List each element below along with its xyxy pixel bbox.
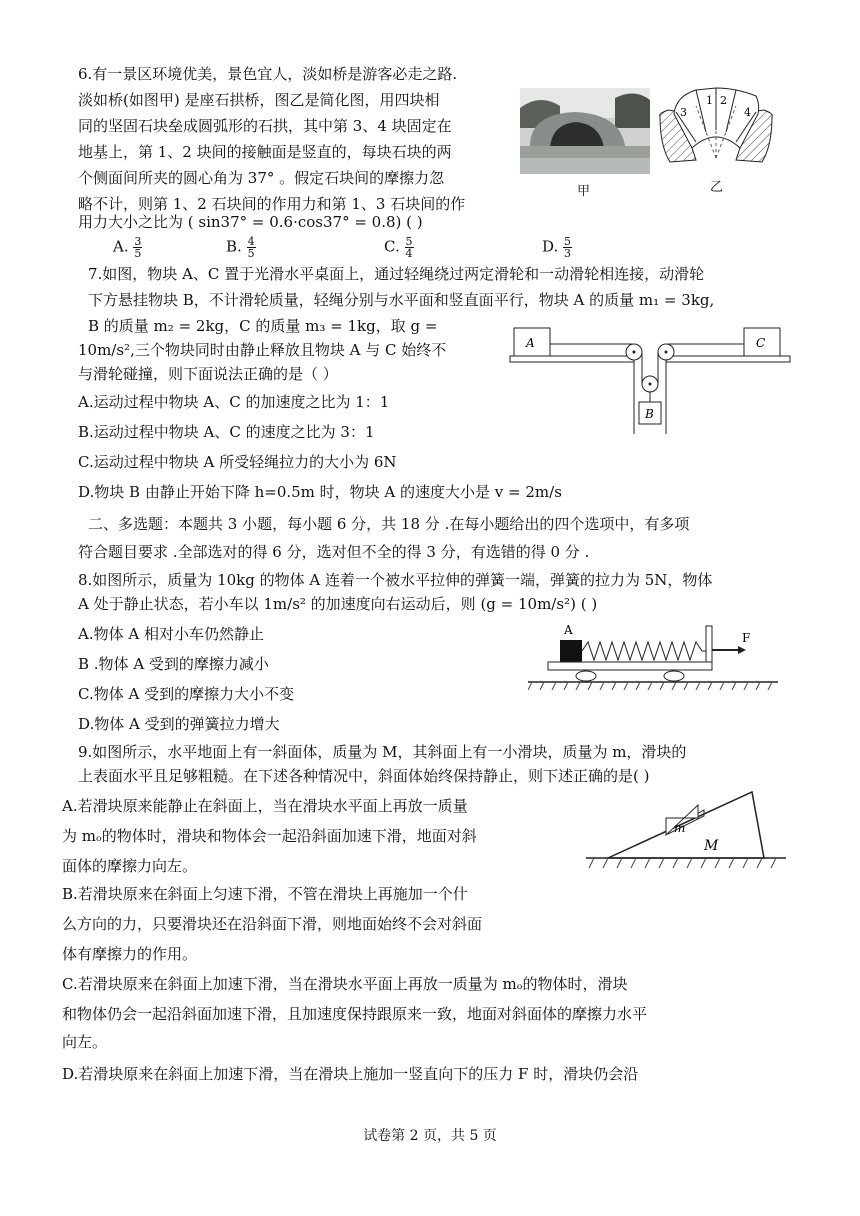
wheel	[576, 671, 596, 681]
q9-option-a: A.若滑块原来能静止在斜面上，当在滑块水平面上再放一质量	[62, 797, 468, 815]
q7-option-b: B.运动过程中物块 A、C 的速度之比为 3：1	[78, 423, 375, 441]
q9-option-c: 向左。	[62, 1033, 108, 1051]
section-line: 符合题目要求 .全部选对的得 6 分，选对但不全的得 3 分，有选错的得 0 分 .	[78, 543, 590, 561]
q9-option-c: C.若滑块原来在斜面上加速下滑，当在滑块水平面上再放一质量为 mₒ的物体时，滑块	[62, 975, 628, 993]
q6-line: 6.有一景区环境优美，景色宜人，淡如桥是游客必走之路.	[78, 65, 458, 83]
q9-option-d: D.若滑块原来在斜面上加速下滑，当在滑块上施加一竖直向下的压力 F 时，滑块仍会沿	[62, 1065, 639, 1083]
fraction: $\frac{4}{5}$	[247, 235, 255, 260]
q9-option-a: 为 mₒ的物体时，滑块和物体会一起沿斜面加速下滑，地面对斜	[62, 827, 477, 845]
q7-option-d: D.物块 B 由静止开始下降 h=0.5m 时，物块 A 的速度大小是 v = 2m/s	[78, 483, 562, 501]
spring	[582, 642, 706, 660]
q9-option-b: 体有摩擦力的作用。	[62, 945, 198, 963]
q9-option-a: 面体的摩擦力向左。	[62, 857, 198, 875]
q7-line: 下方悬挂物块 B，不计滑轮质量，轻绳分别与水平面和竖直面平行，物块 A 的质量 m₁ = 3kg,	[88, 291, 715, 309]
q6-option-c: C. $\frac{5}{4}$	[384, 235, 413, 260]
q8-option-d: D.物体 A 受到的弹簧拉力增大	[78, 715, 280, 733]
fig-label-yi: 乙	[710, 180, 724, 195]
svg-text:C: C	[756, 336, 766, 350]
q7-line: 10m/s²,三个物块同时由静止释放且物块 A 与 C 始终不	[78, 341, 447, 359]
page-footer: 试卷第 2 页，共 5 页	[363, 1128, 497, 1144]
q7-line: 7.如图，物块 A、C 置于光滑水平桌面上，通过轻绳绕过两定滑轮和一动滑轮相连接，动滑轮	[88, 265, 705, 283]
q6-line: 地基上，第 1、2 块间的接触面是竖直的，每块石块的两	[78, 143, 452, 161]
svg-text:B: B	[645, 407, 654, 421]
q6-option-a: A. $\frac{3}{5}$	[113, 235, 142, 260]
section-line: 二、多选题：本题共 3 小题，每小题 6 分，共 18 分 .在每小题给出的四个选项中，有多项	[88, 515, 690, 533]
stone-label-4: 4	[744, 106, 751, 119]
q6-line: 淡如桥(如图甲) 是座石拱桥，图乙是简化图，用四块相	[78, 91, 440, 109]
q8-line: 8.如图所示，质量为 10kg 的物体 A 连着一个被水平拉伸的弹簧一端，弹簧的拉力为 5N，物体	[78, 571, 713, 589]
stone-label-3: 3	[680, 106, 687, 119]
q7-option-c: C.运动过程中物块 A 所受轻绳拉力的大小为 6N	[78, 453, 397, 471]
bridge-photo	[520, 88, 650, 174]
fig-label-jia: 甲	[577, 184, 591, 199]
q7-line: B 的质量 m₂ = 2kg，C 的质量 m₃ = 1kg，取 g =	[88, 317, 438, 335]
label-f: F	[742, 631, 751, 645]
wheel	[664, 671, 684, 681]
q7-line: 与滑轮碰撞，则下面说法正确的是（ ）	[78, 365, 338, 383]
block-a	[560, 640, 582, 662]
q8-option-c: C.物体 A 受到的摩擦力大小不变	[78, 685, 295, 703]
q9-option-b: B.若滑块原来在斜面上匀速下滑，不管在滑块上再施加一个什	[62, 885, 468, 903]
spring-cart-diagram	[528, 620, 778, 696]
q9-line: 上表面水平且足够粗糙。在下述各种情况中，斜面体始终保持静止，则下述正确的是( )	[78, 767, 650, 785]
q9-line: 9.如图所示，水平地面上有一斜面体，质量为 M，其斜面上有一小滑块，质量为 m，滑块的	[78, 743, 687, 761]
q7-option-a: A.运动过程中物块 A、C 的加速度之比为 1：1	[78, 393, 390, 411]
q6-option-d: D. $\frac{5}{3}$	[542, 235, 572, 260]
q9-option-b: 么方向的力，只要滑块还在沿斜面下滑，则地面始终不会对斜面	[62, 915, 483, 933]
fraction: $\frac{5}{3}$	[564, 235, 572, 260]
q8-line: A 处于静止状态，若小车以 1m/s² 的加速度向右运动后，则 (g = 10m/s²) ( )	[78, 595, 598, 613]
q8-option-a: A.物体 A 相对小车仍然静止	[78, 625, 264, 643]
cart-body	[548, 662, 712, 670]
svg-text:A: A	[526, 336, 535, 350]
label-big-m: M	[704, 838, 719, 854]
fraction: $\frac{3}{5}$	[134, 235, 142, 260]
stone-label-1: 1	[706, 94, 713, 107]
stone-arch-diagram	[656, 86, 776, 182]
stone-label-2: 2	[720, 94, 727, 107]
pulley-diagram	[506, 322, 796, 434]
incline-diagram	[586, 788, 786, 872]
fraction: $\frac{5}{4}$	[405, 235, 413, 260]
q6-line: 同的坚固石块垒成圆弧形的石拱，其中第 3、4 块固定在	[78, 117, 452, 135]
label-a: A	[564, 623, 573, 637]
q8-option-b: B .物体 A 受到的摩擦力减小	[78, 655, 269, 673]
q6-line: 略不计，则第 1、2 石块间的作用力和第 1、3 石块间的作	[78, 195, 466, 213]
label-m: m	[674, 821, 686, 835]
q6-line: 用力大小之比为 ( sin37° = 0.6·cos37° = 0.8) ( )	[78, 213, 423, 231]
q6-option-b: B. $\frac{4}{5}$	[226, 235, 255, 260]
q9-option-c: 和物体仍会一起沿斜面加速下滑，且加速度保持跟原来一致，地面对斜面体的摩擦力水平	[62, 1005, 648, 1023]
q6-line: 个侧面间所夹的圆心角为 37° 。假定石块间的摩擦力忽	[78, 169, 445, 187]
